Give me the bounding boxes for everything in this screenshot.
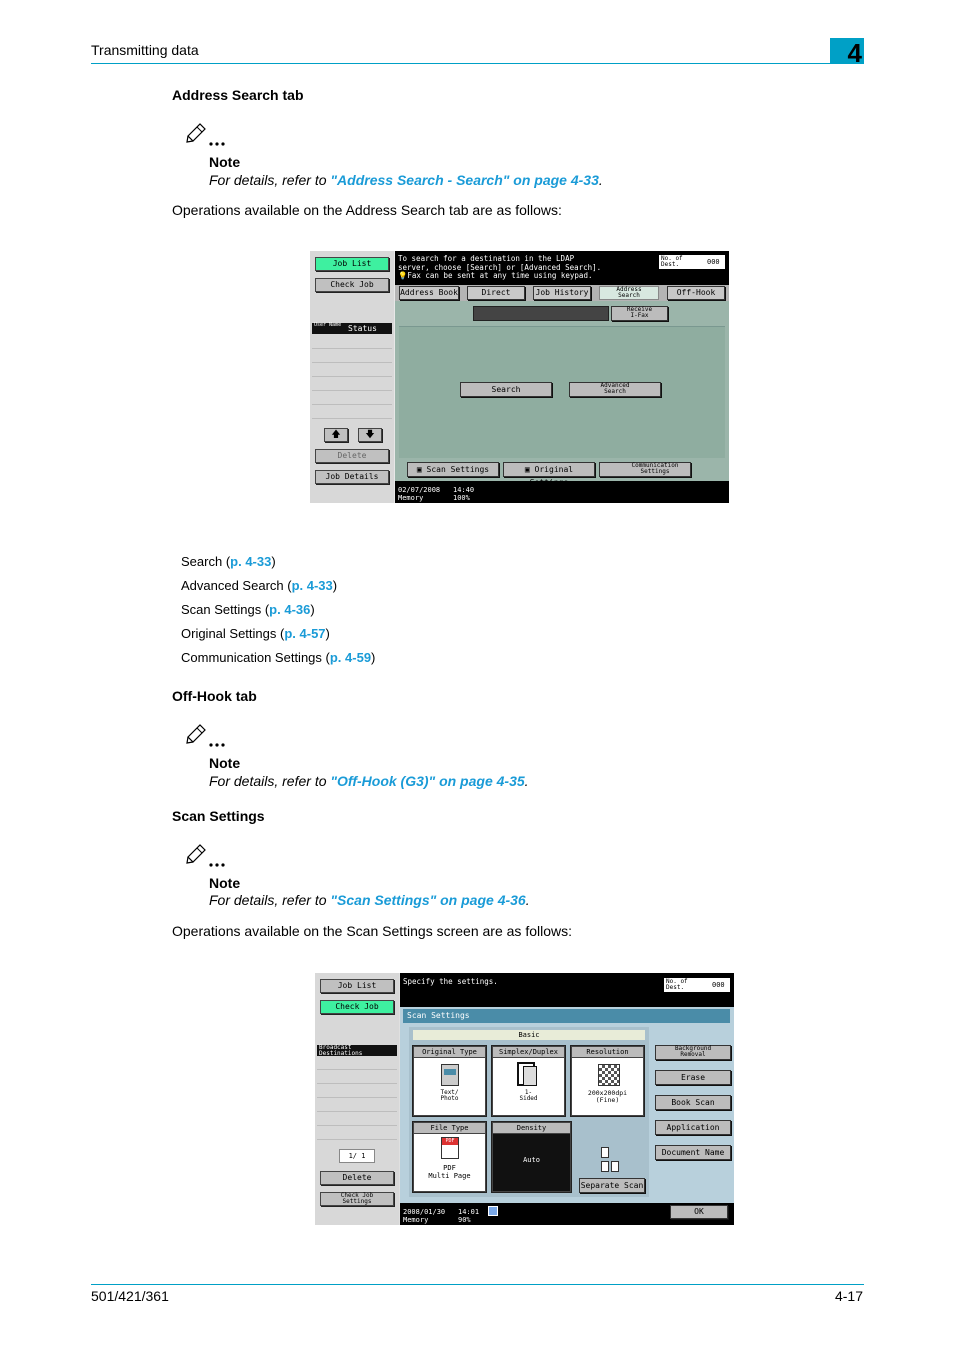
status-memory-label: Memory	[403, 1216, 429, 1224]
footer-rule	[91, 1284, 864, 1285]
screen2-status-bar	[400, 1203, 734, 1225]
file-type-body	[414, 1134, 485, 1191]
list-item: Advanced Search (p. 4-33)	[181, 578, 338, 593]
file-type-value-1: PDF	[443, 1164, 456, 1172]
basic-group	[409, 1027, 649, 1197]
check-job-settings-line1: Check Job	[340, 1192, 374, 1199]
network-icon	[488, 1206, 498, 1216]
list-item: Communication Settings (p. 4-59)	[181, 650, 376, 665]
job-details-button[interactable]: Job Details	[315, 470, 389, 484]
check-job-button[interactable]: Check Job	[315, 278, 389, 292]
page-counter: 1/ 1	[339, 1149, 375, 1163]
note-suffix: .	[524, 773, 529, 789]
heading-address-search: Address Search tab	[172, 87, 304, 103]
list-item: Search (p. 4-33)	[181, 554, 276, 569]
job-list-button[interactable]: Job List	[320, 979, 394, 993]
tab-address-search-line1: Address	[616, 286, 642, 293]
dests-label-2: Dest.	[661, 261, 680, 268]
broadcast-line2: Destinations	[319, 1049, 363, 1057]
note-text	[209, 172, 603, 188]
simplex-title: Simplex/Duplex	[493, 1047, 564, 1057]
row-line	[317, 1097, 397, 1098]
list-item-link[interactable]: p. 4-33	[291, 578, 333, 593]
row-line	[317, 1139, 397, 1140]
communication-settings-button[interactable]	[599, 462, 691, 477]
original-type-body	[414, 1058, 485, 1115]
pdf-badge: PDF	[442, 1138, 458, 1145]
scan-settings-screenshot	[315, 973, 734, 1225]
status-date: 02/07/2008	[398, 486, 441, 494]
original-type-value-1: Text/	[440, 1089, 459, 1096]
background-removal-button[interactable]	[655, 1045, 731, 1060]
list-item: Original Settings (p. 4-57)	[181, 626, 330, 641]
screen1-sidebar	[310, 251, 394, 503]
file-type-tile[interactable]	[412, 1121, 487, 1193]
status-time: 14:40	[453, 486, 475, 494]
list-item-link[interactable]: p. 4-57	[284, 626, 326, 641]
note-text	[209, 773, 529, 789]
message-line-3	[398, 272, 592, 281]
list-item-label: Advanced Search	[181, 578, 284, 593]
separate-scan-icon	[595, 1147, 625, 1173]
basic-label: Basic	[413, 1030, 645, 1040]
list-item-link[interactable]: p. 4-59	[329, 650, 372, 665]
row-line	[317, 1069, 397, 1070]
simplex-duplex-tile[interactable]	[491, 1045, 566, 1117]
advanced-line2: Search	[604, 388, 626, 395]
col-user-name: User Name	[314, 322, 342, 328]
note-suffix: .	[598, 172, 603, 188]
search-field[interactable]	[473, 306, 609, 321]
check-job-settings-button[interactable]	[320, 1192, 394, 1206]
pdf-icon	[441, 1137, 459, 1159]
original-settings-label: Original	[534, 465, 574, 474]
row-line	[312, 390, 392, 391]
resolution-title: Resolution	[572, 1047, 643, 1057]
simplex-value-1: 1-	[524, 1089, 533, 1096]
delete-button[interactable]: Delete	[315, 449, 389, 463]
row-line	[312, 376, 392, 377]
search-button[interactable]: Search	[460, 382, 552, 397]
receive-ifax-button[interactable]	[611, 306, 668, 321]
advanced-line1: Advanced	[600, 382, 630, 389]
resolution-body	[572, 1058, 643, 1115]
status-time: 14:01	[458, 1208, 480, 1216]
job-list-header	[312, 323, 392, 334]
broadcast-line1: Broadcast	[319, 1044, 352, 1051]
note-link[interactable]: "Off-Hook (G3)" on page 4-35	[330, 773, 525, 789]
erase-button[interactable]: Erase	[655, 1070, 731, 1085]
tab-job-history[interactable]: Job History	[533, 286, 591, 300]
scan-settings-button[interactable]	[407, 462, 499, 477]
note-pencil-icon	[186, 122, 226, 148]
tab-address-book[interactable]: Address Book	[399, 286, 459, 300]
note-prefix: For details, refer to	[209, 892, 331, 908]
status-memory-value: 100%	[453, 494, 470, 502]
comm-line2: Settings	[640, 468, 670, 475]
note-text	[209, 892, 530, 908]
application-button[interactable]: Application	[655, 1120, 731, 1135]
separate-scan-button[interactable]: Separate Scan	[579, 1178, 645, 1193]
note-title: Note	[209, 755, 241, 771]
header-rule	[91, 63, 864, 64]
screen1-message-bar	[395, 251, 729, 285]
bg-removal-line1: Background	[674, 1045, 712, 1052]
job-list-button[interactable]: Job List	[315, 257, 389, 271]
document-name-button[interactable]: Document Name	[655, 1145, 731, 1160]
note-link[interactable]: "Scan Settings" on page 4-36	[330, 892, 526, 908]
tab-off-hook[interactable]: Off-Hook	[667, 286, 725, 300]
advanced-search-button[interactable]	[569, 382, 661, 397]
message-line-3-text: Fax can be sent at any time using keypad.	[407, 271, 593, 280]
original-type-tile[interactable]	[412, 1045, 487, 1117]
dest-count-box	[658, 254, 726, 270]
density-body	[493, 1134, 570, 1191]
screen1-main-panel	[395, 301, 729, 481]
message-line-2: server, choose [Search] or [Advanced Search].	[398, 262, 602, 272]
row-line	[312, 418, 392, 419]
receive-line1: Receive	[626, 306, 653, 313]
resolution-value-2: (Fine)	[595, 1096, 620, 1104]
bg-removal-line2: Removal	[680, 1051, 706, 1058]
address-search-screenshot	[310, 251, 729, 503]
original-type-value-2: Photo	[440, 1095, 459, 1102]
note-suffix: .	[525, 892, 530, 908]
list-item-link[interactable]: p. 4-36	[269, 602, 311, 617]
scan-settings-icon: ▣	[416, 465, 427, 474]
screen2-sidebar	[315, 973, 399, 1225]
note-title: Note	[209, 875, 241, 891]
status-date: 2008/01/30	[403, 1208, 446, 1216]
panel-title: Scan Settings	[403, 1009, 730, 1023]
resolution-value-1: 200x200dpi	[587, 1089, 628, 1097]
message-text: Specify the settings.	[403, 977, 498, 986]
footer-model: 501/421/361	[91, 1288, 169, 1304]
heading-scan-settings: Scan Settings	[172, 808, 265, 824]
row-line	[317, 1125, 397, 1126]
original-settings-icon: ▣	[524, 465, 535, 474]
list-item-label: Communication Settings	[181, 650, 322, 665]
list-item-label: Scan Settings	[181, 602, 262, 617]
note-prefix: For details, refer to	[209, 172, 331, 188]
dests-label-1: No. of	[666, 978, 688, 985]
search-area	[399, 326, 725, 458]
text-photo-icon	[441, 1064, 459, 1086]
dest-count-box	[663, 977, 731, 993]
note-title: Note	[209, 154, 241, 170]
running-header: Transmitting data	[91, 42, 199, 58]
chapter-tab	[830, 38, 864, 68]
note-pencil-icon	[186, 723, 226, 749]
row-line	[312, 348, 392, 349]
simplex-value-2: Sided	[519, 1095, 538, 1102]
dests-count: 000	[707, 258, 720, 266]
receive-line2: I-Fax	[630, 312, 649, 319]
density-value: Auto	[523, 1156, 540, 1164]
delete-button[interactable]: Delete	[320, 1171, 394, 1185]
list-item-label: Search	[181, 554, 223, 569]
page-icon	[523, 1066, 537, 1086]
col-status: Status	[348, 324, 377, 333]
heading-off-hook: Off-Hook tab	[172, 688, 257, 704]
comm-line1: Communication	[631, 462, 679, 469]
scroll-down-button[interactable]: 🡇	[358, 428, 382, 442]
intro-scan: Operations available on the Scan Settings screen are as follows:	[172, 923, 573, 939]
row-line	[317, 1111, 397, 1112]
dests-count: 000	[712, 981, 725, 989]
simplex-body	[493, 1058, 564, 1115]
note-prefix: For details, refer to	[209, 773, 331, 789]
status-memory-value: 90%	[458, 1216, 471, 1224]
resolution-tile[interactable]	[570, 1045, 645, 1117]
resolution-pattern-icon	[598, 1064, 620, 1086]
list-item-link[interactable]: p. 4-33	[230, 554, 272, 569]
tab-address-search-line2: Search	[618, 292, 640, 299]
row-line	[312, 362, 392, 363]
check-job-settings-line2: Settings	[342, 1198, 372, 1205]
note-link[interactable]: "Address Search - Search" on page 4-33	[330, 172, 599, 188]
row-line	[312, 404, 392, 405]
scan-settings-panel	[400, 1007, 734, 1203]
broadcast-header	[317, 1045, 397, 1056]
book-scan-button[interactable]: Book Scan	[655, 1095, 731, 1110]
dests-label-1: No. of	[661, 255, 683, 262]
density-title: Density	[493, 1123, 570, 1133]
status-memory-label: Memory	[398, 494, 424, 502]
message-line-1: To search for a destination in the LDAP	[398, 254, 575, 263]
note-pencil-icon	[186, 843, 226, 869]
file-type-title: File Type	[414, 1123, 485, 1133]
intro-address: Operations available on the Address Search tab are as follows:	[172, 202, 562, 218]
screen1-status-bar	[395, 481, 729, 503]
row-line	[317, 1083, 397, 1084]
density-tile[interactable]	[491, 1121, 572, 1193]
tab-direct-input[interactable]: Direct	[467, 286, 525, 300]
screen1-tab-strip	[395, 285, 729, 301]
original-type-title: Original Type	[414, 1047, 485, 1057]
original-settings-button[interactable]	[503, 462, 595, 477]
tab-address-search[interactable]	[599, 286, 659, 300]
file-type-value-2: Multi Page	[428, 1172, 471, 1180]
ok-button[interactable]: OK	[670, 1205, 728, 1219]
chapter-number: 4	[847, 38, 862, 68]
list-item-label: Original Settings	[181, 626, 277, 641]
list-item: Scan Settings (p. 4-36)	[181, 602, 315, 617]
scroll-up-button[interactable]: 🡅	[324, 428, 348, 442]
scan-settings-label: Scan Settings	[426, 465, 490, 474]
footer-page-number: 4-17	[834, 1288, 863, 1304]
dests-label-2: Dest.	[666, 984, 685, 991]
bulb-icon: 💡	[398, 271, 408, 280]
screen2-message-bar	[400, 973, 734, 1007]
check-job-button[interactable]: Check Job	[320, 1000, 394, 1014]
